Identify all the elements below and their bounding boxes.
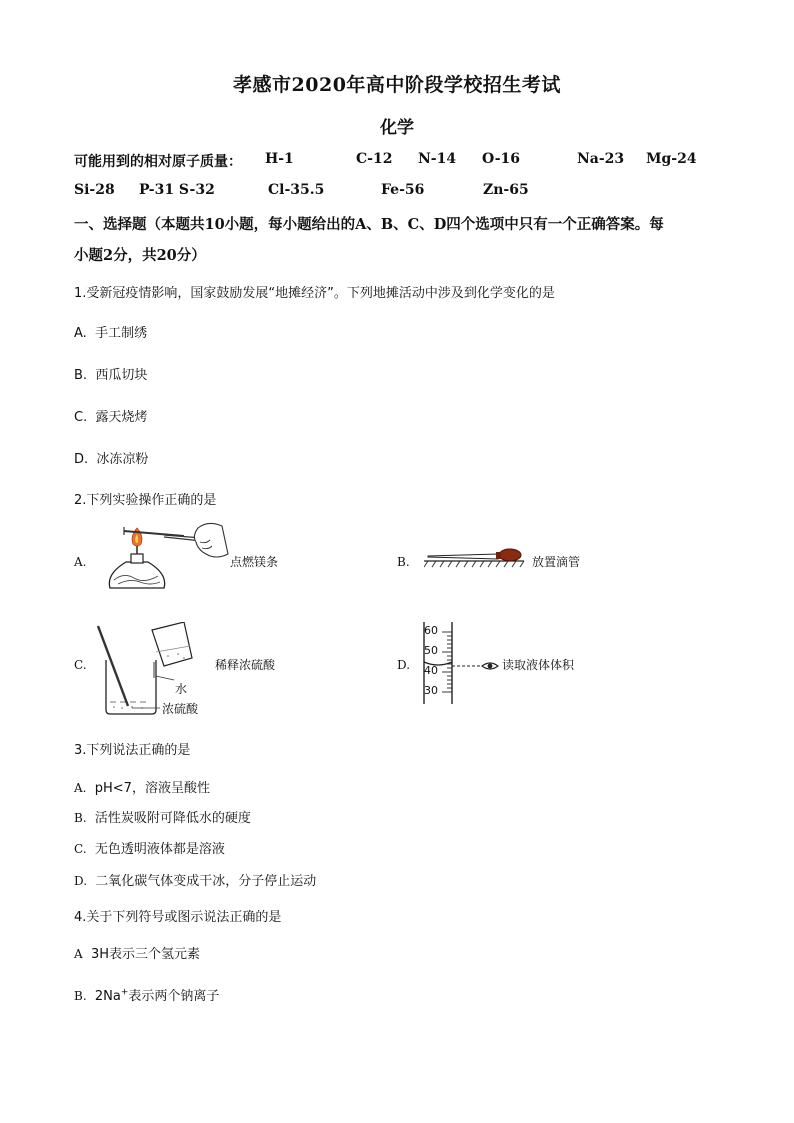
- option-text: 3H表示三个氢元素: [90, 947, 200, 962]
- option-text: 西瓜切块: [95, 368, 148, 383]
- atomic-mass-item: Zn-65: [483, 182, 529, 198]
- q3-option-b[interactable]: [74, 807, 251, 826]
- q4-option-b[interactable]: [74, 985, 219, 1004]
- question-4-stem: 4.关于下列符号或图示说法正确的是: [74, 910, 282, 925]
- q2-option-c-caption: 稀释浓硫酸: [215, 658, 276, 672]
- alcohol-lamp-magnesium-icon: [104, 518, 230, 596]
- atomic-mass-item: Cl-35.5: [268, 182, 325, 198]
- water-label: 水: [175, 682, 188, 696]
- tick-label: 60: [424, 624, 438, 637]
- atomic-mass-item: Fe-56: [381, 182, 425, 198]
- option-text: 活性炭吸附可降低水的硬度: [94, 811, 251, 826]
- option-text: 二氧化碳气体变成干冰，分子停止运动: [95, 874, 317, 889]
- ion-symbol: 2Na: [94, 989, 121, 1004]
- option-text: 冰冻凉粉: [96, 452, 149, 467]
- tick-label: 40: [424, 664, 438, 677]
- q1-option-c[interactable]: [74, 406, 148, 425]
- acid-label: 浓硫酸: [162, 702, 199, 716]
- subject-title: 化学: [380, 118, 414, 138]
- option-label: D.: [74, 874, 88, 888]
- atomic-mass-item: O-16: [482, 151, 521, 167]
- q2-option-b-caption: 放置滴管: [532, 555, 581, 569]
- ion-charge: +: [120, 987, 129, 998]
- q2-option-a-label[interactable]: A.: [74, 555, 87, 569]
- q1-option-d[interactable]: [74, 448, 148, 467]
- atomic-mass-item: H-1: [265, 151, 294, 167]
- q2-option-d-label[interactable]: D.: [397, 658, 411, 672]
- tick-label: 30: [424, 684, 438, 697]
- option-text: 手工制绣: [95, 326, 148, 341]
- q3-option-d[interactable]: [74, 870, 316, 889]
- tick-label: 50: [424, 644, 438, 657]
- atomic-mass-item: N-14: [418, 151, 457, 167]
- question-1-stem: 1.受新冠疫情影响，国家鼓励发展“地摊经济”。下列地摊活动中涉及到化学变化的是: [74, 286, 555, 301]
- q2-option-d-caption: 读取液体体积: [502, 658, 575, 672]
- question-2-stem: 2.下列实验操作正确的是: [74, 493, 217, 508]
- q3-option-c[interactable]: [74, 838, 225, 857]
- q1-option-b[interactable]: [74, 364, 147, 383]
- option-text: 露天烧烤: [95, 410, 148, 425]
- q3-option-a[interactable]: [74, 777, 210, 796]
- page-title: 孝感市2020年高中阶段学校招生考试: [233, 74, 561, 96]
- question-3-stem: 3.下列说法正确的是: [74, 743, 191, 758]
- dropper-on-table-icon: [424, 544, 528, 568]
- section-heading-line-1: 一、选择题（本题共10小题，每小题给出的A、B、C、D四个选项中只有一个正确答案。每: [74, 216, 664, 233]
- q4-option-a[interactable]: [74, 943, 200, 962]
- q1-option-a[interactable]: [74, 322, 147, 341]
- option-text: pH<7，溶液呈酸性: [94, 781, 210, 796]
- option-label: A.: [74, 781, 87, 795]
- atomic-mass-label: 可能用到的相对原子质量：: [74, 154, 242, 170]
- q2-option-b-label[interactable]: B.: [397, 555, 410, 569]
- atomic-mass-item: C-12: [356, 151, 393, 167]
- option-label: D.: [74, 452, 89, 467]
- option-label: A.: [74, 326, 87, 341]
- q2-option-a-caption: 点燃镁条: [230, 555, 279, 569]
- option-label: B.: [74, 811, 87, 825]
- q2-option-c-label[interactable]: C.: [74, 658, 87, 672]
- atomic-mass-item: Na-23: [577, 151, 625, 167]
- atomic-mass-item: P-31 S-32: [139, 182, 215, 198]
- option-label: C.: [74, 410, 88, 425]
- option-label: A: [74, 947, 83, 961]
- option-label: B.: [74, 368, 88, 383]
- option-label: C.: [74, 842, 87, 856]
- option-text: 表示两个钠离子: [128, 989, 220, 1004]
- section-heading-line-2: 小题2分，共20分）: [74, 247, 206, 264]
- option-text: 无色透明液体都是溶液: [94, 842, 225, 857]
- atomic-mass-item: Mg-24: [646, 151, 697, 167]
- atomic-mass-item: Si-28: [74, 182, 115, 198]
- option-label: B.: [74, 989, 87, 1003]
